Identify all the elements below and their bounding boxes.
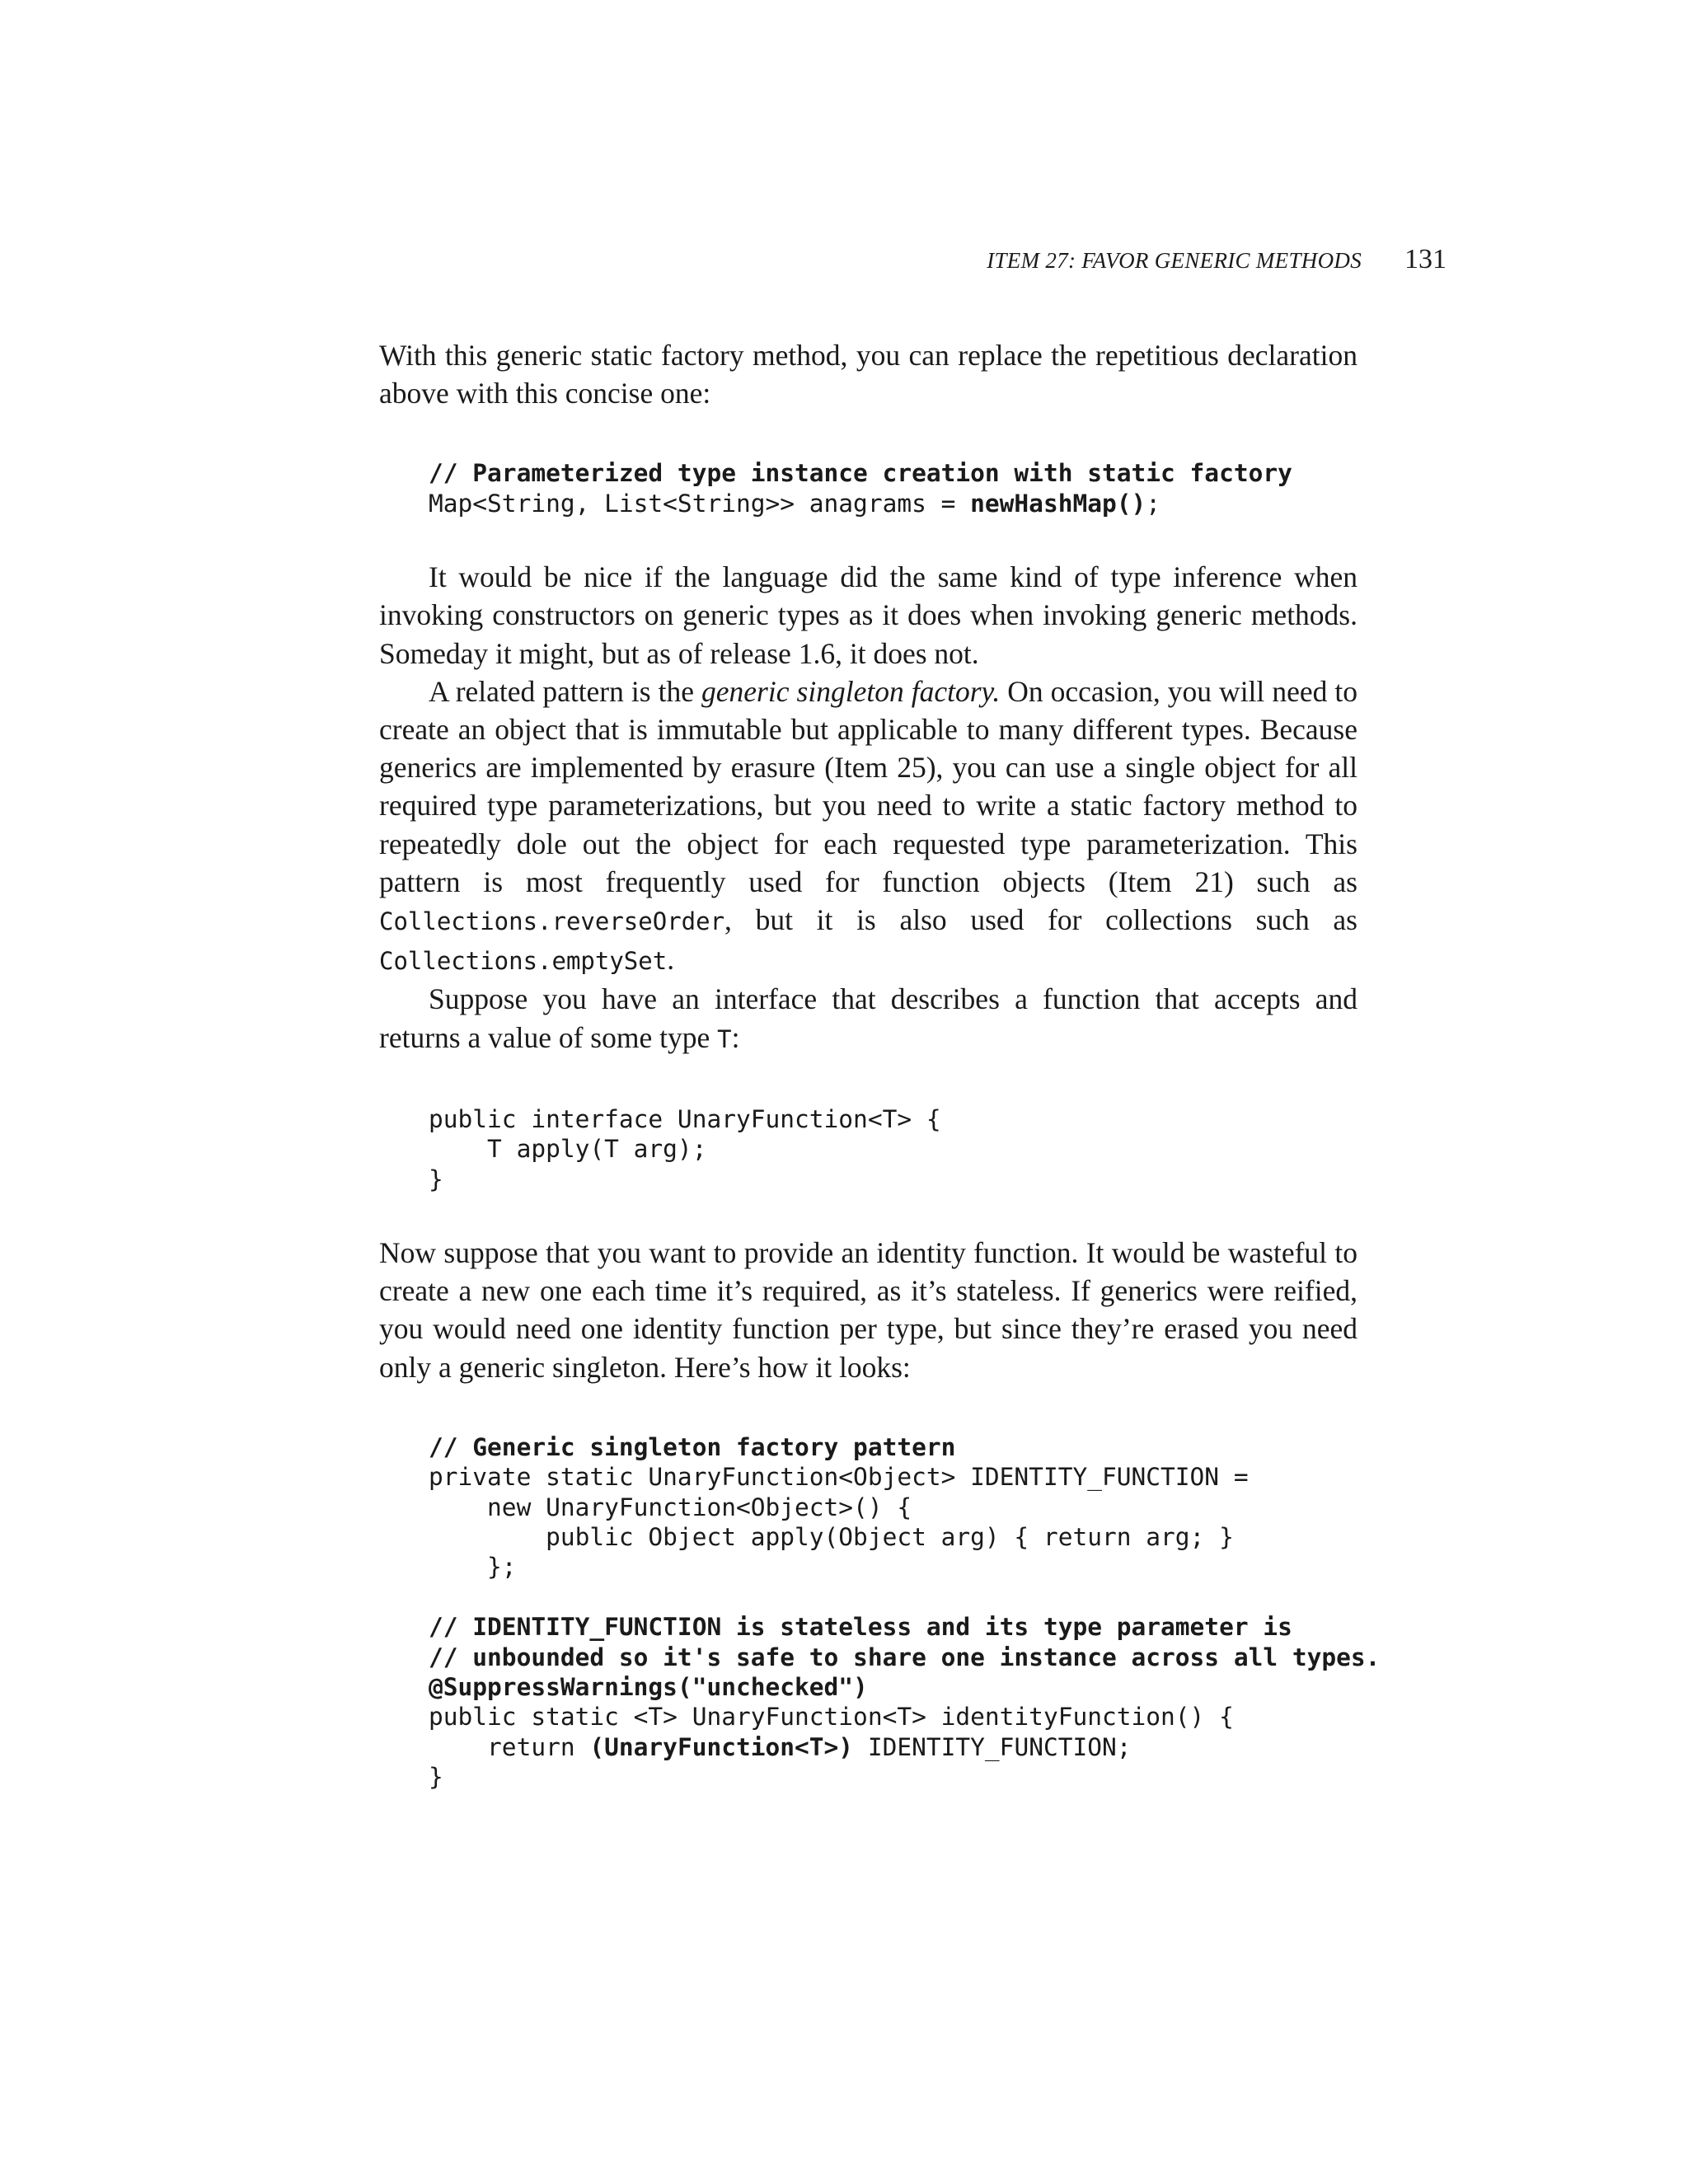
code-line: } [429,1763,443,1792]
paragraph-intro: With this generic static factory method, you can replace the repetitious declaration above with this concise one: [379,339,1357,410]
code-line: new UnaryFunction<Object>() { [429,1493,912,1521]
paragraph-identity-function: Now suppose that you want to provide an identity function. It would be wasteful to create a new one each time it’s required, as it’s stateless. If generics were reified, you would need one identity function per type, but since they’re erased you need only a generic singleton. Here’s how it looks: [379,1236,1357,1384]
code-block-unary-function [379,1104,1357,1194]
code-block-factory-usage [379,458,1357,518]
code-line: }; [429,1553,517,1582]
code-comment: // unbounded so it's safe to share one instance across all types. [429,1643,1381,1671]
code-comment: // IDENTITY_FUNCTION is stateless and its type parameter is [429,1613,1292,1642]
inline-code: Collections.emptySet [379,947,668,976]
inline-code: Collections.reverseOrder [379,907,725,936]
paragraph-interface-intro: Suppose you have an interface that describes a function that accepts and returns a value of some type T: [379,982,1357,1054]
paragraph-generic-singleton: A related pattern is the generic singleton factory. On occasion, you will need to create an object that is immutable but applicable to many different types. Because generics are implemented by erasure (Item 25), you can use a single object for all required type parameterizations, but you need to write a static factory method to repeatedly dole out the object for each requested type parameterization. This pattern is most frequently used for function objects (Item 21) such as Collections.reverseOrder, but it is also used for collections such as Collections.emptySet. [379,674,1357,977]
running-title: ITEM 27: FAVOR GENERIC METHODS [987,248,1362,273]
code-annotation: @SuppressWarnings("unchecked") [429,1672,868,1701]
code-block-singleton-factory [379,1432,1381,1793]
code-line: T apply(T arg); [429,1135,707,1164]
inline-code: T [717,1024,732,1053]
page-body [379,336,1381,1793]
paragraph-type-inference: It would be nice if the language did the same kind of type inference when invoking constructors on generic types as it does when invoking generic methods. Someday it might, but as of release 1.6, it does not. [379,560,1357,670]
page-number: 131 [1404,244,1447,274]
code-line: private static UnaryFunction<Object> IDENTITY_FUNCTION = [429,1463,1249,1492]
emphasis-term: generic singleton factory. [701,674,1001,708]
running-head [907,244,1447,275]
code-line: public Object apply(Object arg) { return arg; } [429,1522,1234,1551]
code-line: Map<String, List<String>> anagrams = newHashMap(); [429,489,1161,518]
code-line: public static <T> UnaryFunction<T> identityFunction() { [429,1703,1234,1732]
code-line: public interface UnaryFunction<T> { [429,1104,941,1133]
code-line: return (UnaryFunction<T>) IDENTITY_FUNCTION; [429,1732,1132,1761]
code-comment: // Generic singleton factory pattern [429,1432,956,1461]
code-comment: // Parameterized type instance creation with static factory [429,459,1292,488]
code-line: } [429,1165,443,1193]
